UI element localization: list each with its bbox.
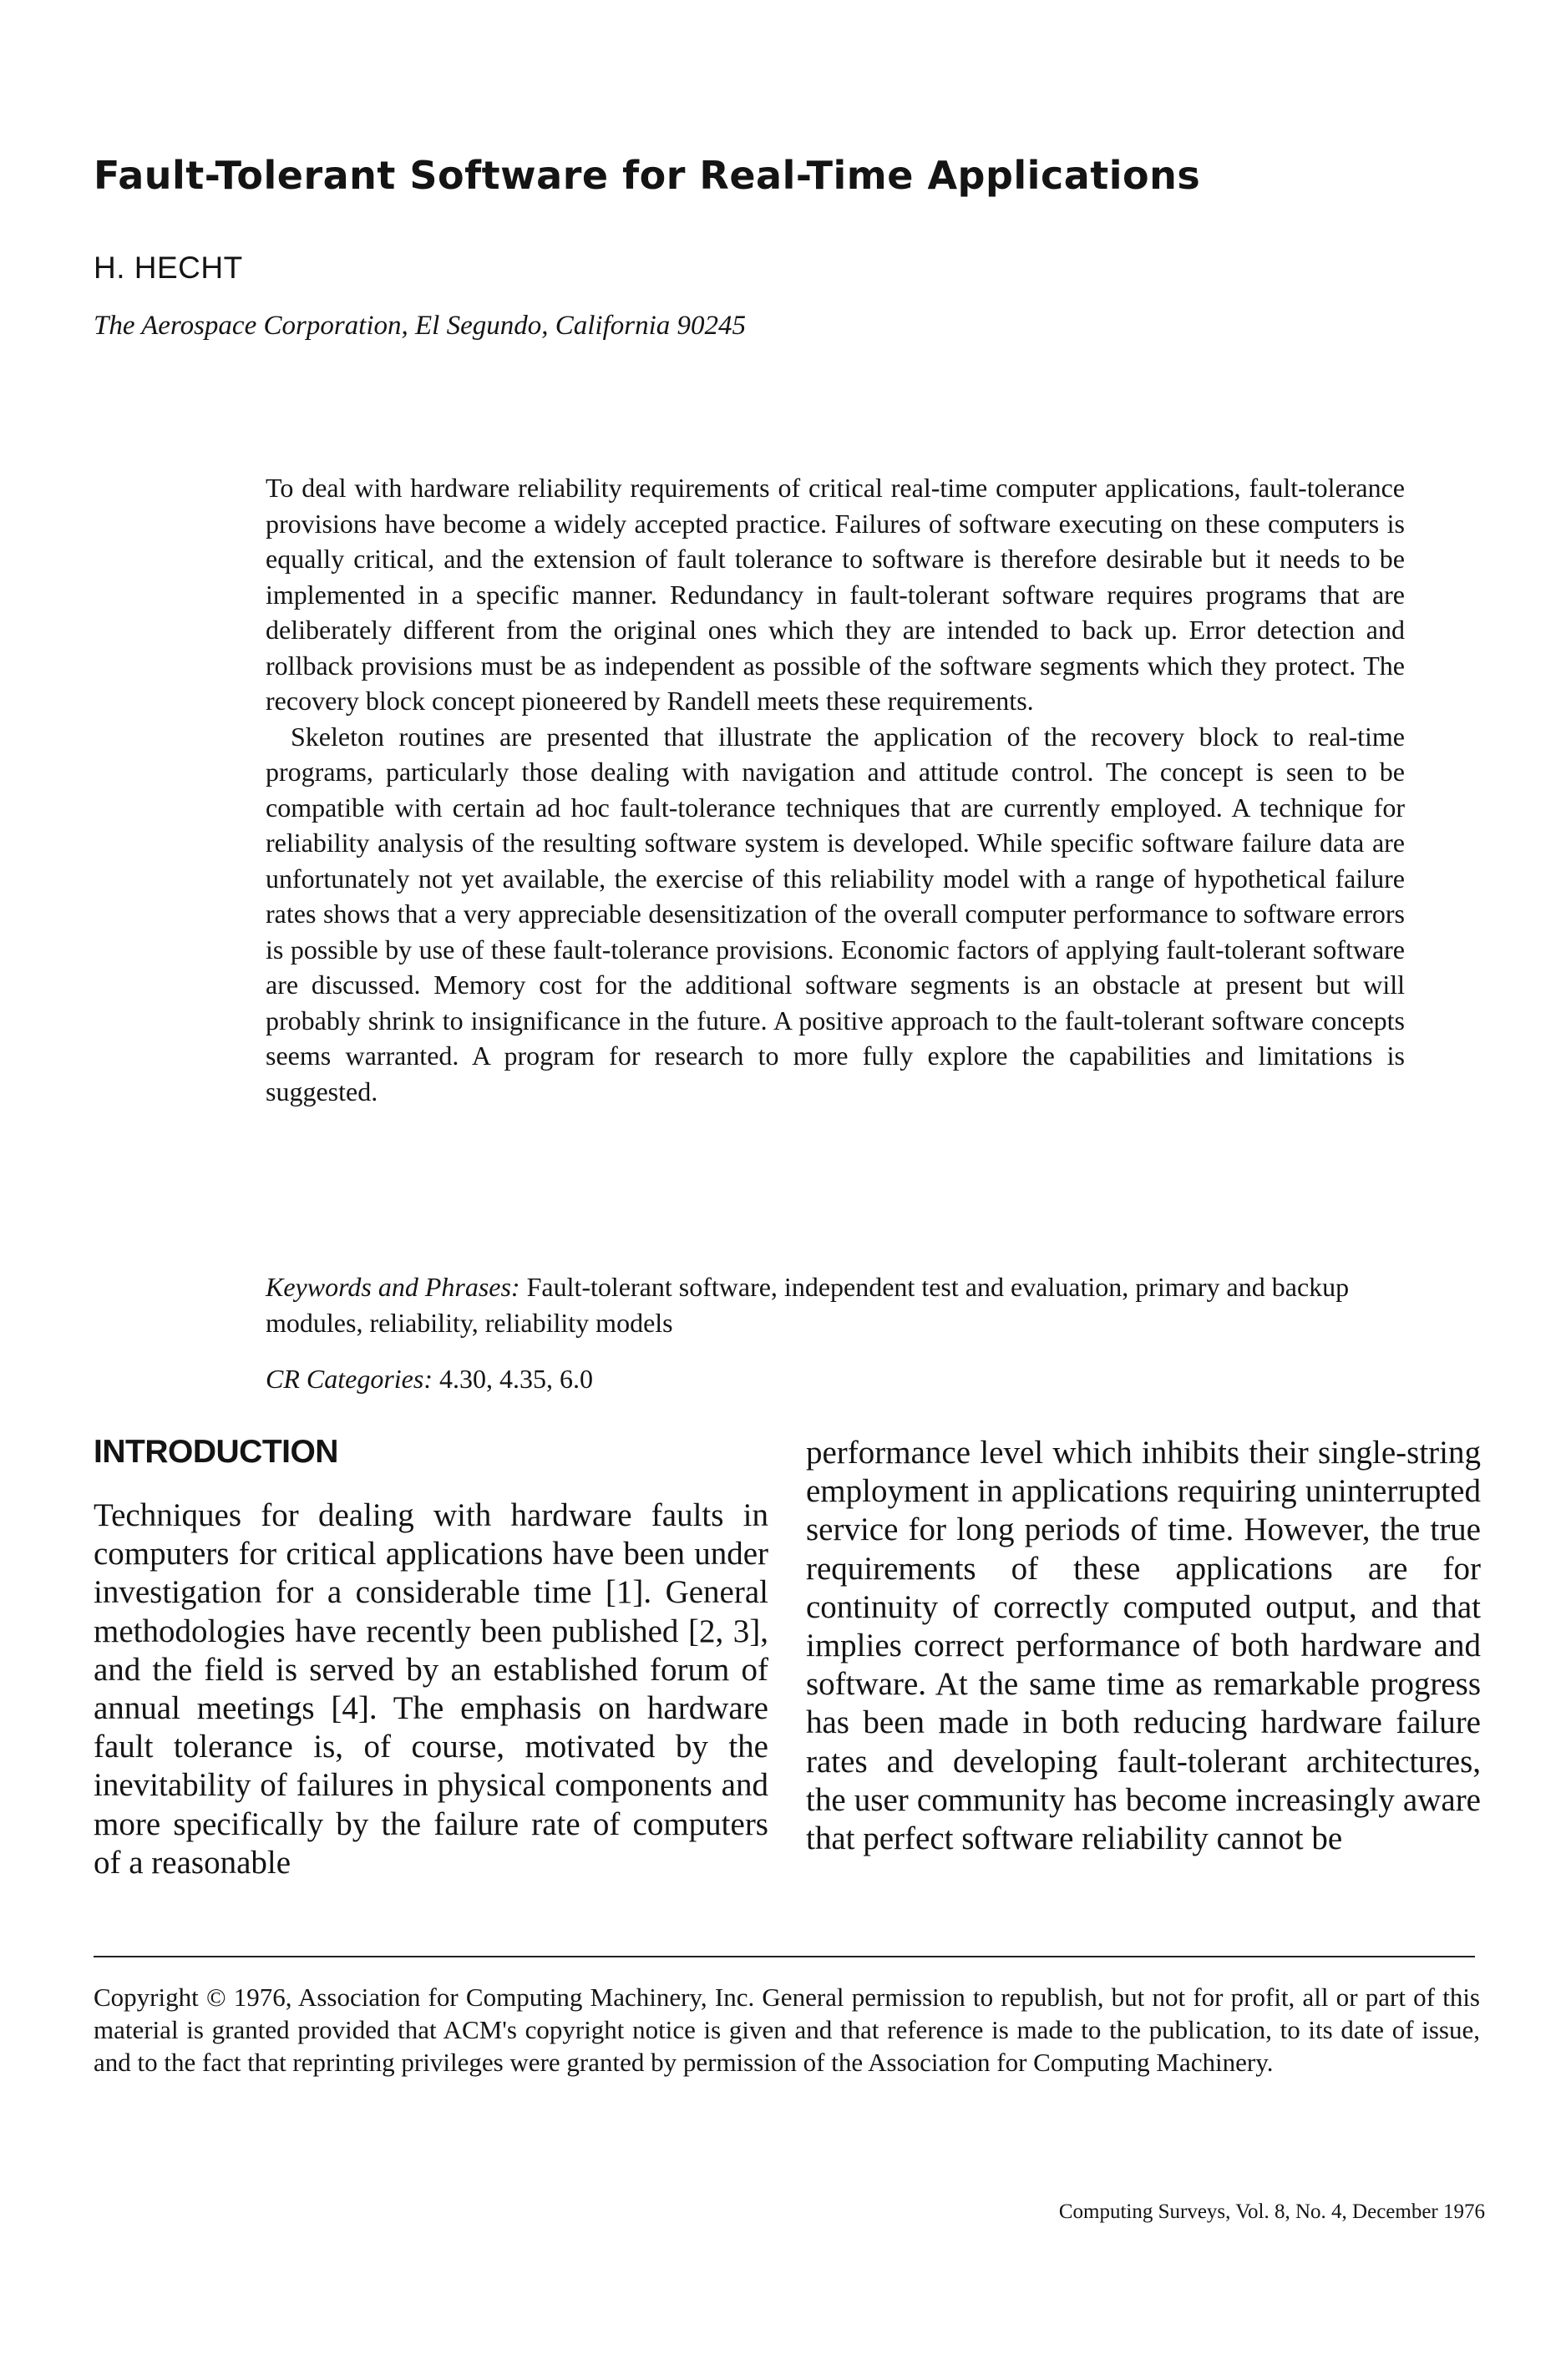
cr-categories	[266, 1361, 1405, 1397]
keywords-label: Keywords and Phrases:	[266, 1272, 520, 1302]
keywords	[266, 1269, 1405, 1340]
paper-title: Fault-Tolerant Software for Real-Time Applications	[94, 153, 1201, 198]
abstract-paragraph: Skeleton routines are presented that illustrate the application of the recovery block to real-time programs, particularly those dealing with navigation and attitude control. The concept is seen to be compatible with certain ad hoc fault-tolerance techniques that are currently employed. A technique for reliability analysis of the resulting software system is developed. While specific software failure data are unfortunately not yet available, the exercise of this reliability model with a range of hypothetical failure rates shows that a very appreciable desensitization of the overall computer performance to software errors is possible by use of these fault-tolerance provisions. Economic factors of applying fault-tolerant software are discussed. Memory cost for the additional software segments is an obstacle at present but will probably shrink to insignificance in the future. A positive approach to the fault-tolerant software concepts seems warranted. A program for research to more fully explore the capabilities and limitations is suggested.	[266, 721, 1405, 1106]
cr-categories-text: 4.30, 4.35, 6.0	[438, 1364, 593, 1394]
copyright-notice: Copyright © 1976, Association for Computing Machinery, Inc. General permission to republish, but not for profit, all or part of this material is granted provided that ACM's copyright notice is given and that reference is made to the publication, to its date of issue, and to the fact that reprinting privileges were granted by permission of the Association for Computing Machinery.	[94, 1982, 1480, 2077]
journal-footer: Computing Surveys, Vol. 8, No. 4, December 1976	[1058, 2200, 1485, 2223]
section-heading: INTRODUCTION	[94, 1434, 338, 1470]
author-affiliation: The Aerospace Corporation, El Segundo, California 90245	[94, 311, 746, 341]
abstract	[266, 470, 1405, 1109]
cr-categories-label: CR Categories:	[266, 1364, 433, 1394]
body-column-left: Techniques for dealing with hardware faults in computers for critical applications have been under investigation for a considerable time [1]. General methodologies have recently been published [2, 3], and the field is served by an established forum of annual meetings [4]. The emphasis on hardware fault tolerance is, of course, motivated by the inevitability of failures in physical components and more specifically by the failure rate of computers of a reasonable	[94, 1497, 768, 1881]
footnote-divider	[94, 1956, 1475, 1957]
author-name: H. HECHT	[94, 251, 243, 285]
keywords-text: Fault-tolerant software, independent test and evaluation, primary and backup modules, reliability, reliability models	[266, 1272, 1350, 1338]
abstract-paragraph: To deal with hardware reliability requirements of critical real-time computer applications, fault-tolerance provisions have become a widely accepted practice. Failures of software executing on these computers is equally critical, and the extension of fault tolerance to software is therefore desirable but it needs to be implemented in a specific manner. Redundancy in fault-tolerant software requires programs that are deliberately different from the original ones which they are intended to back up. Error detection and rollback provisions must be as independent as possible of the software segments which they protect. The recovery block concept pioneered by Randell meets these requirements.	[266, 473, 1405, 716]
body-column-right: performance level which inhibits their single-string employment in applications requiring uninterrupted service for long periods of time. However, the true requirements of these applications are for continuity of correctly computed output, and that implies correct performance of both hardware and software. At the same time as remarkable progress has been made in both reducing hardware failure rates and developing fault-tolerant architectures, the user community has become increasingly aware that perfect software reliability cannot be	[806, 1435, 1481, 1857]
